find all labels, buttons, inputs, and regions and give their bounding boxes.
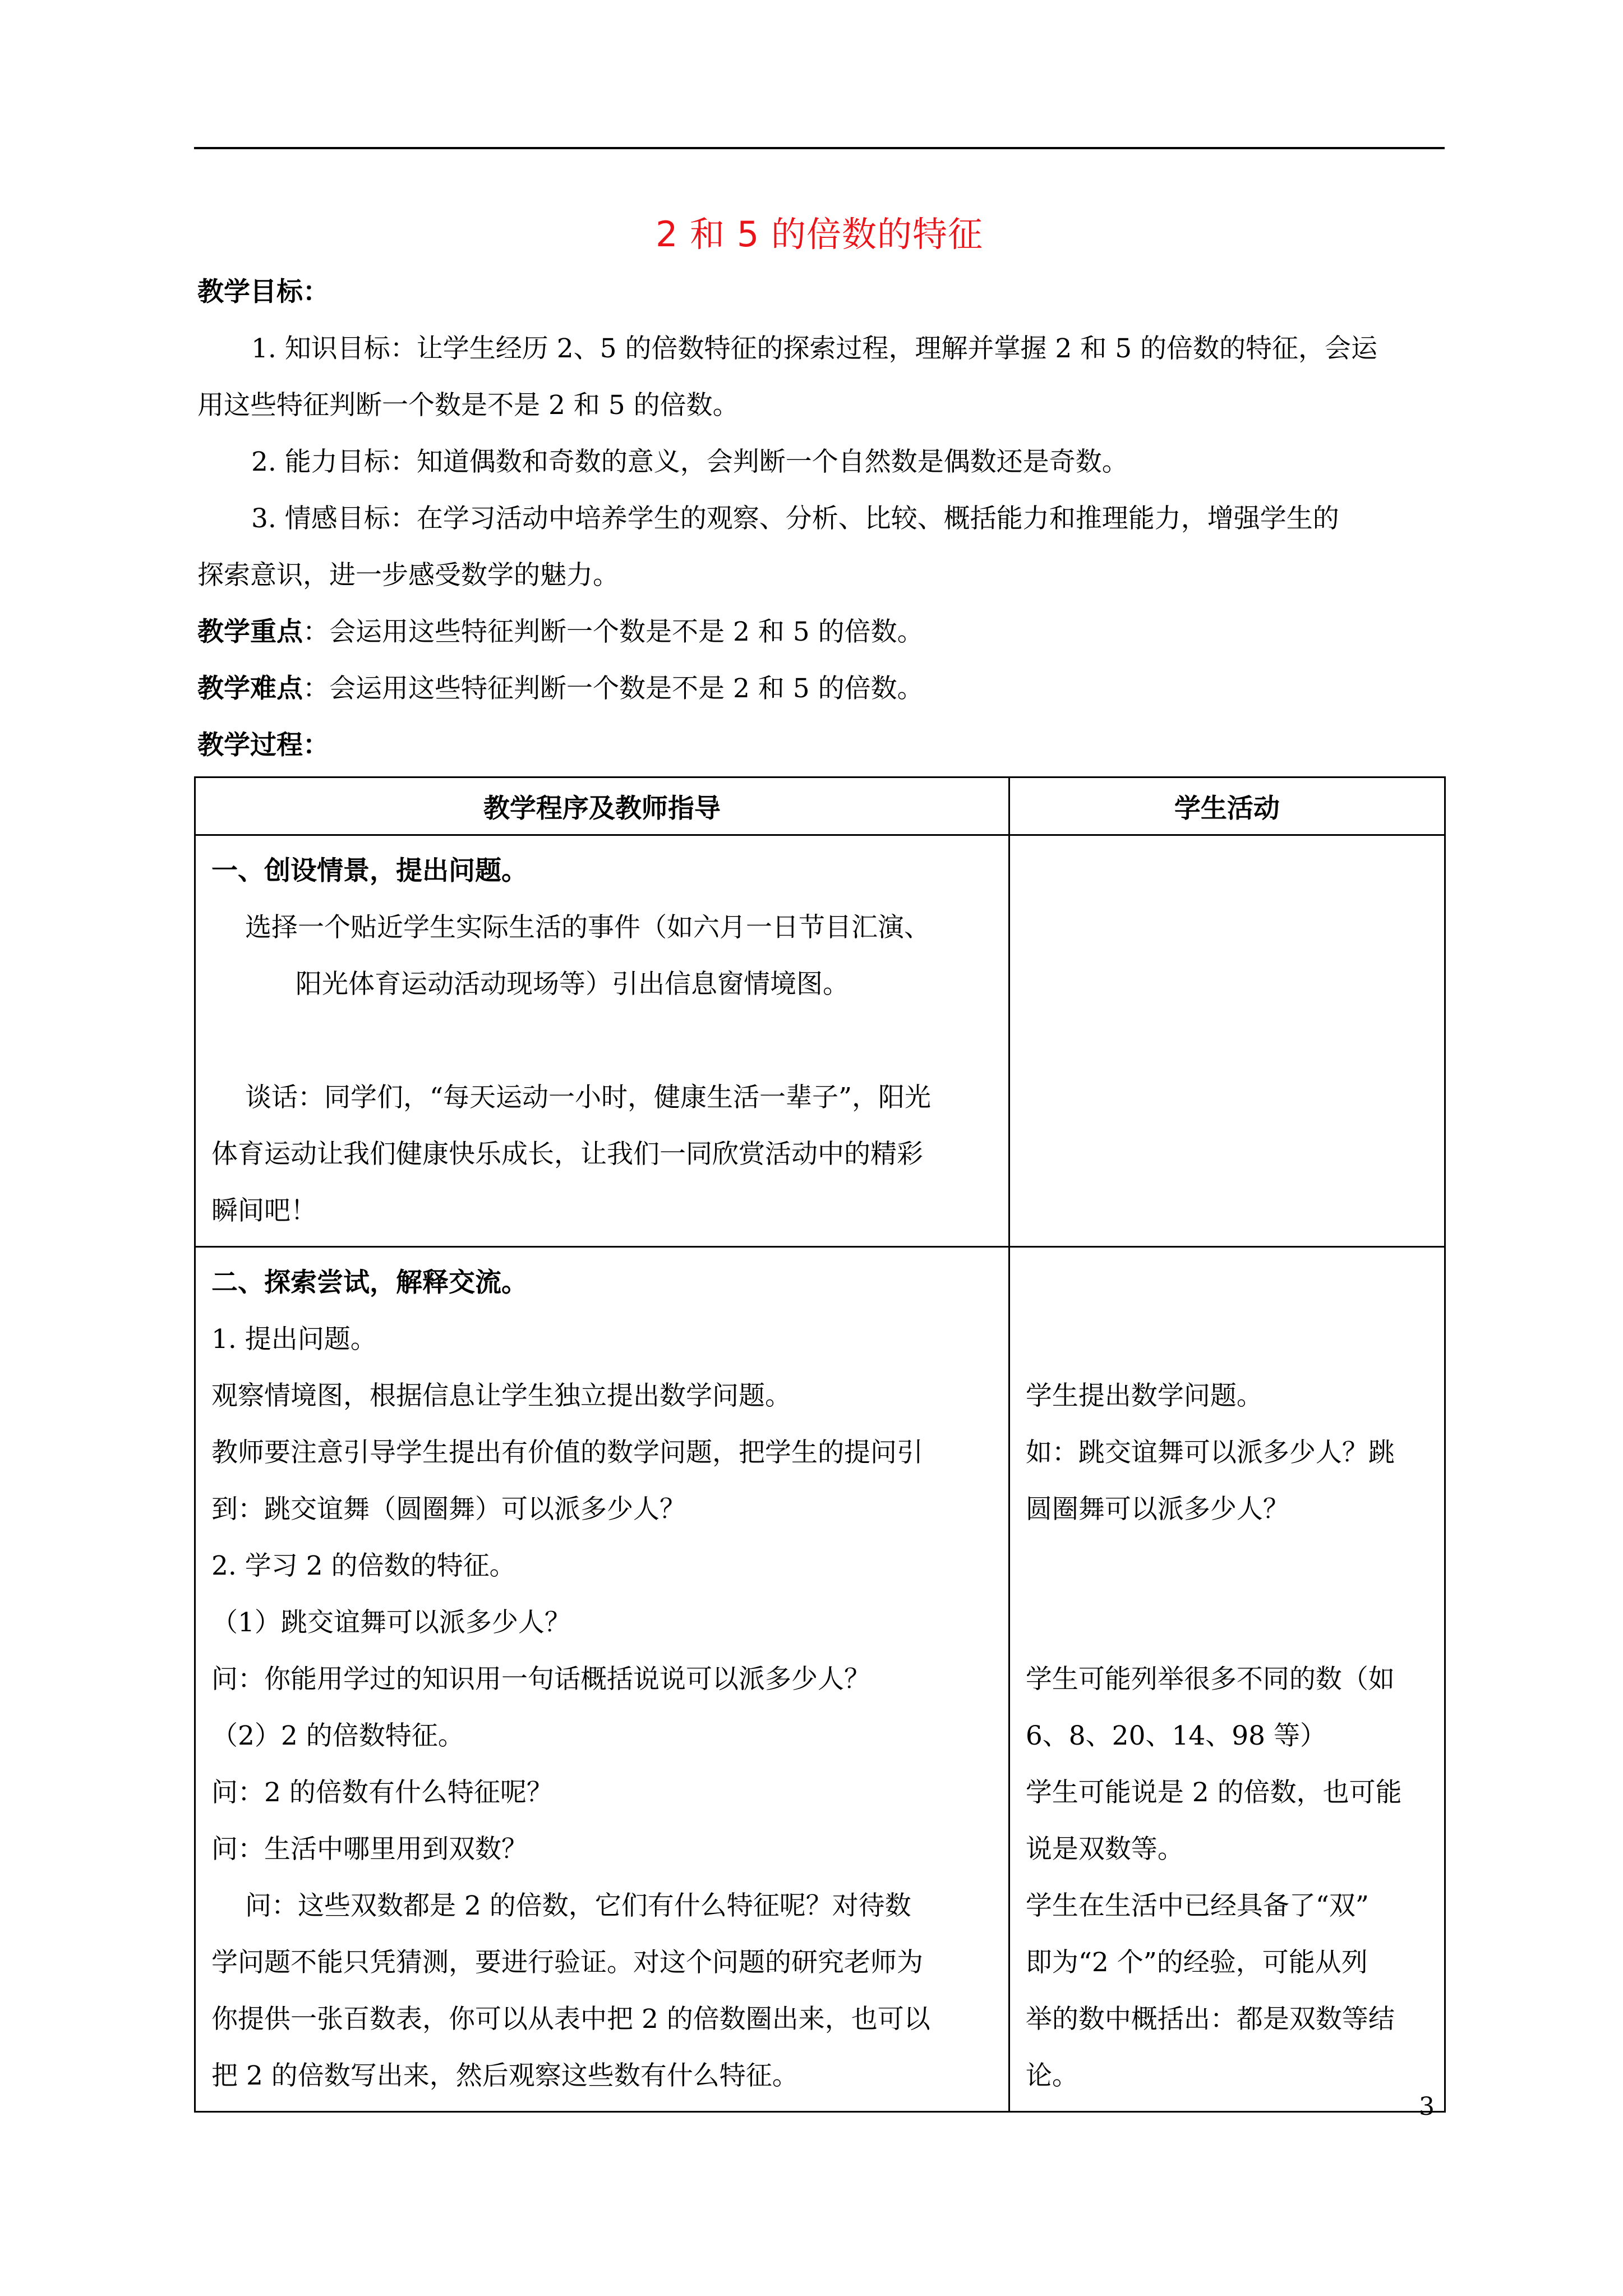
student-activity-line: 举的数中概括出：都是双数等结 [1025, 2004, 1395, 2035]
section-2-line: 学问题不能只凭猜测，要进行验证。对这个问题的研究老师为 [211, 1947, 923, 1978]
student-activity-line [1026, 1538, 1432, 1594]
student-activity-line [1026, 1594, 1432, 1651]
section-1-talk-line-3: 瞬间吧！ [211, 1195, 317, 1226]
difficulty-text: ：会运用这些特征判断一个数是不是 2 和 5 的倍数。 [303, 673, 924, 704]
student-activity-line: 即为“2 个”的经验，可能从列 [1025, 1947, 1368, 1978]
section-1-talk-line-2: 体育运动让我们健康快乐成长，让我们一同欣赏活动中的精彩 [211, 1139, 923, 1170]
header-rule [194, 147, 1445, 149]
key-point-label: 教学重点 [197, 616, 303, 647]
objectives-heading: 教学目标： [197, 277, 329, 307]
header-teacher-guide: 教学程序及教师指导 [195, 777, 1009, 835]
section-2-line: 把 2 的倍数写出来，然后观察这些数有什么特征。 [211, 2060, 799, 2091]
student-activity-line: 学生在生活中已经具备了“双” [1025, 1890, 1369, 1921]
key-point-text: ：会运用这些特征判断一个数是不是 2 和 5 的倍数。 [303, 616, 924, 647]
section-2-line: （1）跳交谊舞可以派多少人？ [211, 1607, 571, 1638]
student-activity-line: 圆圈舞可以派多少人？ [1025, 1494, 1289, 1525]
section-2-heading: 二、探索尝试，解释交流。 [211, 1267, 528, 1298]
table-row [195, 835, 1445, 1247]
header-student-activity: 学生活动 [1009, 777, 1445, 835]
student-activity-line: 学生提出数学问题。 [1025, 1381, 1263, 1411]
section-2-line: 问：这些双数都是 2 的倍数，它们有什么特征呢？对待数 [245, 1890, 911, 1921]
student-activity-line: 学生可能列举很多不同的数（如 [1025, 1664, 1395, 1695]
section-1-heading: 一、创设情景，提出问题。 [211, 855, 528, 886]
table-row [195, 1247, 1445, 2112]
section-2-line: 1. 提出问题。 [211, 1324, 377, 1355]
section-2-line: 到：跳交谊舞（圆圈舞）可以派多少人？ [211, 1494, 686, 1525]
objective-1-line-1: 1. 知识目标：让学生经历 2、5 的倍数特征的探索过程，理解并掌握 2 和 5 的倍数的特征，会运 [251, 333, 1378, 364]
process-heading: 教学过程： [197, 730, 329, 761]
teaching-process-table [194, 776, 1446, 2113]
section-2-line: 教师要注意引导学生提出有价值的数学问题，把学生的提问引 [211, 1437, 923, 1468]
section-1-right-cell [1009, 835, 1445, 1247]
page-number: 3 [1419, 2092, 1435, 2121]
section-2-line: 观察情境图，根据信息让学生独立提出数学问题。 [211, 1381, 791, 1411]
section-2-line: 问：2 的倍数有什么特征呢？ [211, 1777, 553, 1808]
section-2-line: 2. 学习 2 的倍数的特征。 [211, 1550, 516, 1581]
section-2-line: 你提供一张百数表，你可以从表中把 2 的倍数圈出来，也可以 [211, 2004, 930, 2035]
student-activity-line [1026, 1311, 1432, 1368]
difficulty [197, 660, 1448, 717]
student-activity-line: 如：跳交谊舞可以派多少人？跳 [1025, 1437, 1395, 1468]
student-activity-line: 6、8、20、14、98 等） [1025, 1720, 1327, 1751]
objective-1-line-2: 用这些特征判断一个数是不是 2 和 5 的倍数。 [197, 390, 739, 421]
objective-3-line-2: 探索意识，进一步感受数学的魅力。 [197, 560, 619, 591]
section-2-left-cell [195, 1247, 1009, 2112]
section-1-line-1: 选择一个贴近学生实际生活的事件（如六月一日节目汇演、 [245, 912, 930, 943]
key-point [197, 604, 1448, 660]
blank-line [211, 1013, 995, 1069]
objective-3-line-1: 3. 情感目标：在学习活动中培养学生的观察、分析、比较、概括能力和推理能力，增强学生的 [251, 503, 1339, 534]
objective-2: 2. 能力目标：知道偶数和奇数的意义，会判断一个自然数是偶数还是奇数。 [251, 447, 1128, 477]
difficulty-label: 教学难点 [197, 673, 303, 704]
student-activity-line: 说是双数等。 [1025, 1834, 1184, 1865]
section-1-talk-line-1: 谈话：同学们，“每天运动一小时，健康生活一辈子”，阳光 [245, 1082, 932, 1113]
section-1-line-2: 阳光体育运动活动现场等）引出信息窗情境图。 [296, 969, 849, 1000]
table-header-row [195, 777, 1445, 835]
section-2-line: （2）2 的倍数特征。 [211, 1720, 464, 1751]
student-activity-line [1026, 1254, 1432, 1311]
student-activity-line: 论。 [1025, 2060, 1078, 2091]
section-2-right-cell [1009, 1247, 1445, 2112]
section-2-line: 问：生活中哪里用到双数？ [211, 1834, 528, 1865]
document-title: 2 和 5 的倍数的特征 [655, 214, 984, 255]
section-2-line: 问：你能用学过的知识用一句话概括说说可以派多少人？ [211, 1664, 870, 1695]
section-1-left-cell [195, 835, 1009, 1247]
student-activity-line: 学生可能说是 2 的倍数，也可能 [1025, 1777, 1402, 1808]
